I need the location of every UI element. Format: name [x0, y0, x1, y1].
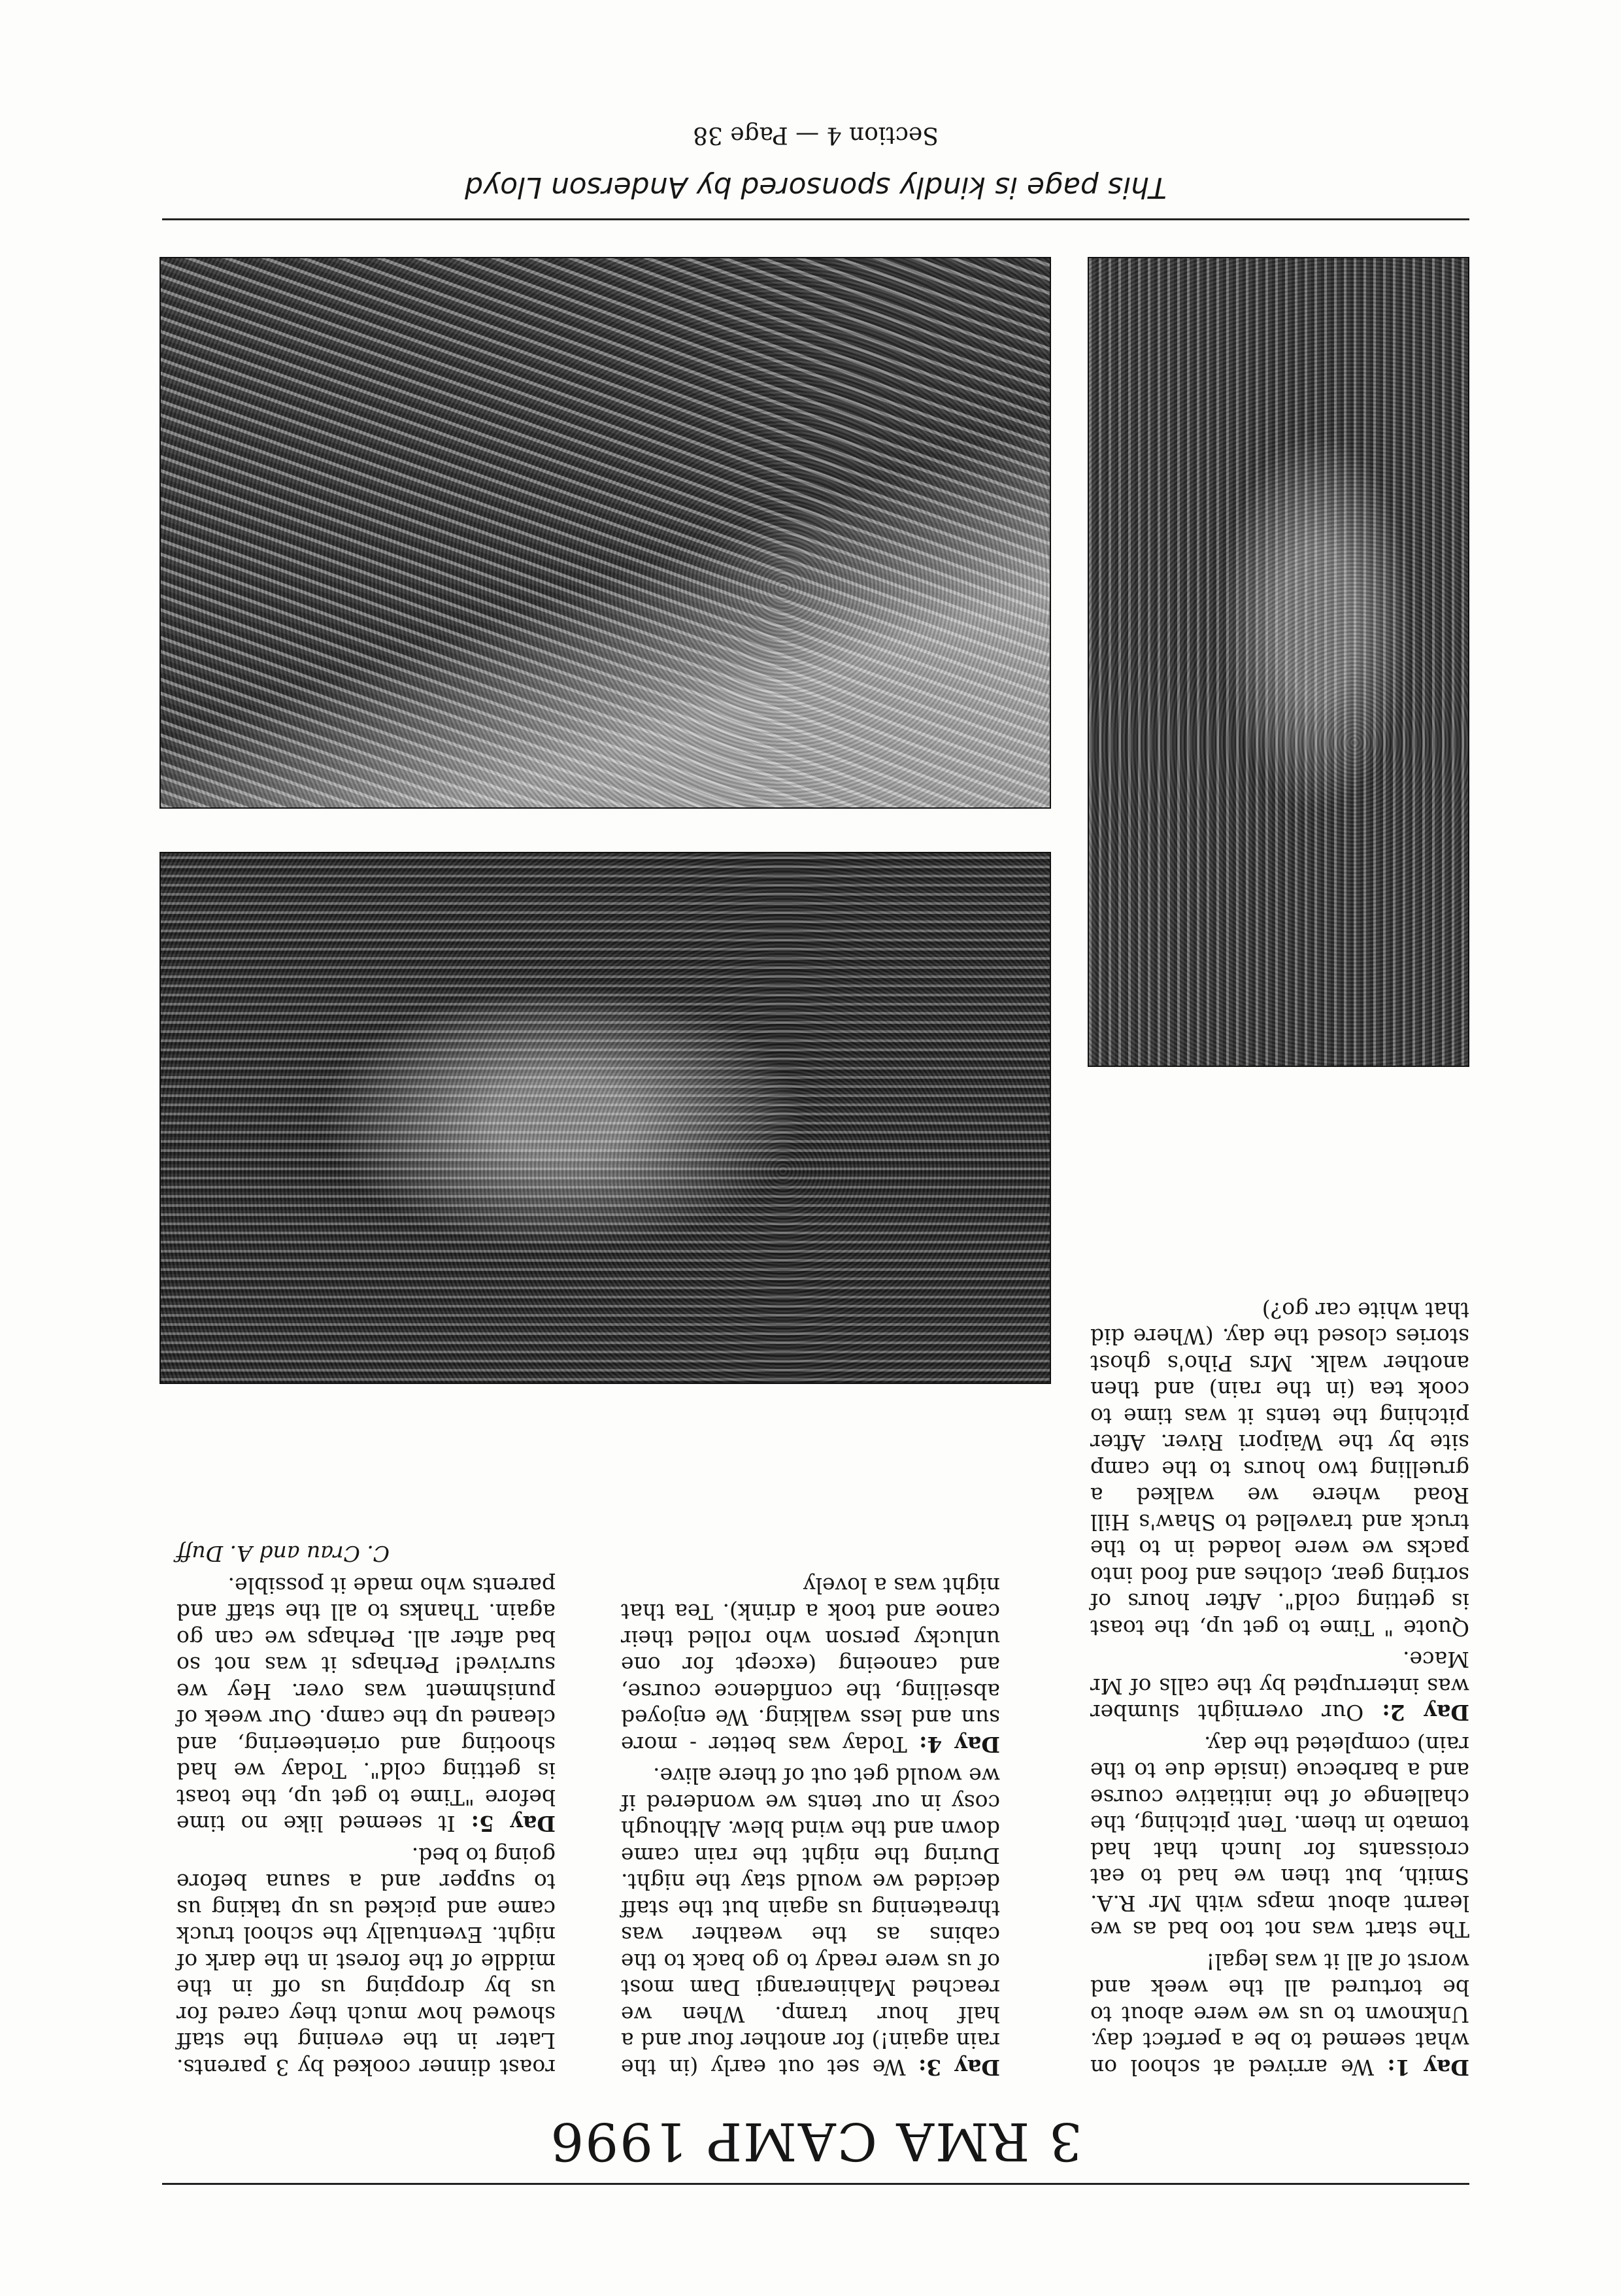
day4-text: Today was better - more sun and less walking. We enjoyed abseiling, the confidence course, and canoeing (except for one unlucky person who rolled their canoe and took a drink). Tea that night was a lovely — [621, 1573, 1000, 1757]
photo-group-on-log — [1088, 257, 1469, 1067]
day2-continued-paragraph: Quote " Time to get up, the toast is getting cold". After hours of sorting gear, clothes and food into packs we were loaded in to the truck and travelled to Shaw's Hill Road where we walked a gruelling two hours to the camp site by the Waipori River. After pitching the tents it was time to cook tea (in the rain) and then another walk. Mrs Piho's ghost stories closed the day. (Where did that white car go?) — [1090, 1298, 1469, 1641]
article-column-2 — [621, 1567, 1000, 2081]
day3-text: We set out early (in the rain again!) for another four and a half hour tramp. When we reached Mahinerangi Dam most of us were ready to go back to the cabins as the weather was threatening us again but the staff decided we would stay the night. During the night the rain came down and the wind blew. Although cosy in our tents we wondered if we would get out of there alive. — [621, 1763, 1000, 2080]
day3-paragraph — [621, 1763, 1000, 2080]
day4-paragraph — [621, 1572, 1000, 1758]
day4-label: Day 4: — [919, 1732, 1000, 1757]
day1-continued-paragraph: The start was not too bad as we learnt about maps with Mr R.A. Smith, but then we had to eat croissants for lunch that had tomato in them. Tent pitching, the challenge of the initiative course and a barbecue (inside due to the rain) completed the day. — [1090, 1732, 1469, 1943]
photo-group-portrait — [159, 852, 1051, 1384]
page-number: Section 4 — Page 38 — [693, 122, 939, 148]
day5-text: It seemed like no time before "Time to get up, the toast is getting cold". Today we had shooting and orienteering, and cleaned up the camp. Our week of punishment was over. Hey we survived! Perhaps it was not so bad after all. Perhaps we can go again. Thanks to all the staff and parents who made it possible. — [176, 1573, 556, 1837]
day2-paragraph — [1090, 1646, 1469, 1726]
day3-label: Day 3: — [918, 2055, 1000, 2080]
day5-label: Day 5: — [471, 1811, 556, 1837]
day1-label: Day 1: — [1387, 2055, 1469, 2080]
day2-text: Our overnight slumber was interrupted by the calls of Mr Mace. — [1090, 1647, 1469, 1726]
bottom-rule — [162, 218, 1469, 220]
photo-canoeing — [159, 257, 1051, 809]
day2-label: Day 2: — [1382, 1700, 1469, 1726]
day5-paragraph — [176, 1572, 556, 1837]
day4-continued-paragraph: roast dinner cooked by 3 parents. Later in the evening the staff showed how much they cared for us by dropping us off in the middle of the forest in the dark of night. Eventually the school truck came and picked us up taking us to supper and a sauna before going to bed. — [176, 1843, 556, 2080]
top-rule — [162, 2183, 1469, 2185]
sponsor-line: This page is kindly sponsored by Anderson Lloyd — [465, 171, 1167, 204]
author-credit: C. Crau and A. Duff — [176, 1541, 390, 1567]
article-column-3 — [176, 1535, 556, 2080]
article-column-1 — [1090, 1292, 1469, 2081]
day1-paragraph — [1090, 1948, 1469, 2081]
day1-text: We arrived at school on what seemed to be a perfect day. Unknown to us we were about to be tortured all the week and worst of all it was legal! — [1090, 1949, 1469, 2080]
page-title: 3 RMA CAMP 1996 — [549, 2111, 1082, 2172]
